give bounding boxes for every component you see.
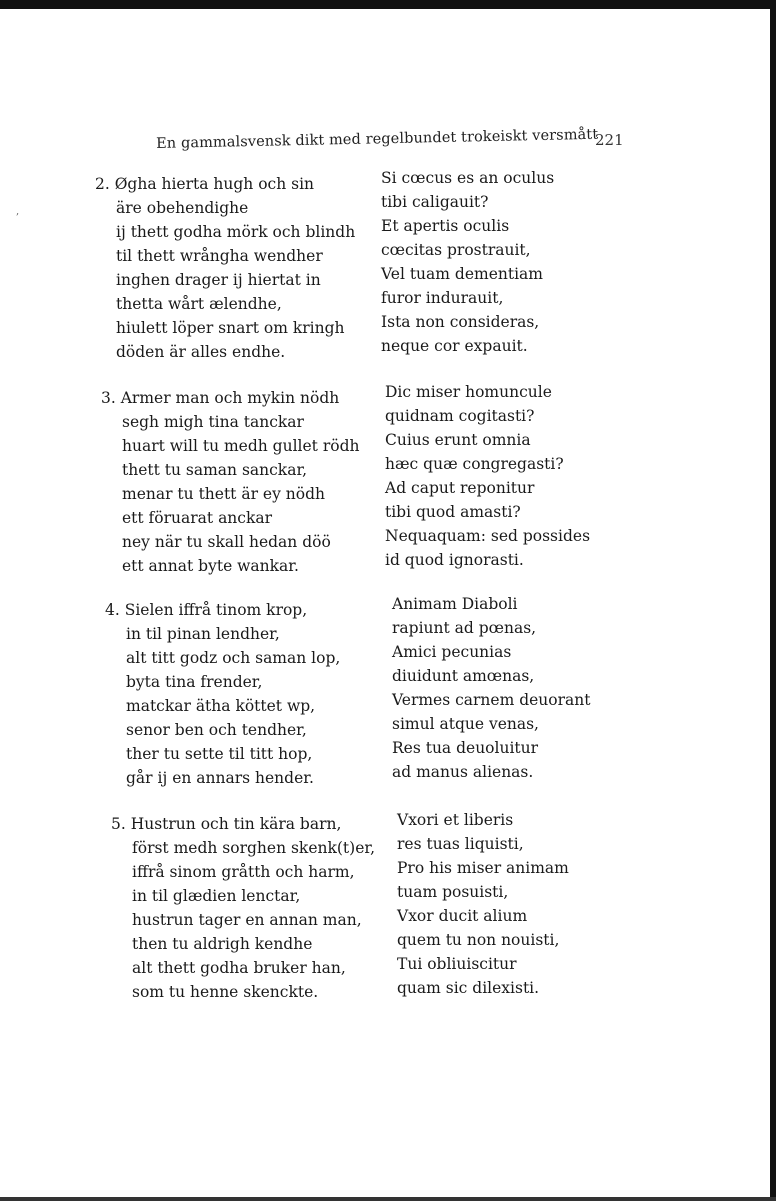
verse-line: döden är alles endhe. xyxy=(116,343,286,361)
verse-line: hustrun tager en annan man, xyxy=(132,911,362,929)
page-number: 221 xyxy=(595,131,624,149)
verse-line: ther tu sette til titt hop, xyxy=(126,745,313,763)
scan-edge-top xyxy=(0,0,776,9)
verse-line: ney när tu skall hedan döö xyxy=(122,533,331,551)
verse-line: Cuius erunt omnia xyxy=(385,431,531,449)
latin-column xyxy=(397,808,569,1000)
verse-line: 5. Hustrun och tin kära barn, xyxy=(111,815,342,833)
verse-line: in til glædien lenctar, xyxy=(132,887,301,905)
latin-column xyxy=(392,592,591,784)
verse-line: segh migh tina tanckar xyxy=(122,413,304,431)
verse-line: Vel tuam dementiam xyxy=(381,265,543,283)
verse-line: 4. Sielen iffrå tinom krop, xyxy=(105,601,308,619)
verse-line: Dic miser homuncule xyxy=(385,383,552,401)
verse-line: Tui obliuiscitur xyxy=(397,955,517,973)
verse-line: 2. Øgha hierta hugh och sin xyxy=(95,175,315,193)
verse-line: går ij en annars hender. xyxy=(126,769,314,787)
scan-edge-bottom xyxy=(0,1197,776,1201)
verse-line: menar tu thett är ey nödh xyxy=(122,485,325,503)
verse-line: res tuas liquisti, xyxy=(397,835,524,853)
verse-line: Pro his miser animam xyxy=(397,859,569,877)
verse-line: id quod ignorasti. xyxy=(385,551,524,569)
verse-line: först medh sorghen skenk(t)er, xyxy=(132,839,375,857)
verse-line: matckar ätha köttet wp, xyxy=(126,697,316,715)
swedish-column xyxy=(95,172,355,364)
margin-mark: , xyxy=(16,206,20,217)
verse-line: thetta wårt ælendhe, xyxy=(116,295,282,313)
verse-line: senor ben och tendher, xyxy=(126,721,307,739)
verse-line: tibi quod amasti? xyxy=(385,503,521,521)
verse-line: Ista non consideras, xyxy=(381,313,540,331)
verse-line: neque cor expauit. xyxy=(381,337,528,355)
verse-line: Nequaquam: sed possides xyxy=(385,527,591,545)
verse-line: cœcitas prostrauit, xyxy=(381,241,531,259)
verse-line: quam sic dilexisti. xyxy=(397,979,540,997)
verse-line: alt titt godz och saman lop, xyxy=(126,649,341,667)
verse-line: tuam posuisti, xyxy=(397,883,509,901)
verse-line: äre obehendighe xyxy=(116,199,249,217)
verse-line: 3. Armer man och mykin nödh xyxy=(101,389,340,407)
swedish-column xyxy=(101,386,359,578)
verse-line: ad manus alienas. xyxy=(392,763,534,781)
verse-line: rapiunt ad pœnas, xyxy=(392,619,537,637)
verse-line: then tu aldrigh kendhe xyxy=(132,935,313,953)
verse-line: furor indurauit, xyxy=(381,289,504,307)
verse-line: diuidunt amœnas, xyxy=(392,667,535,685)
swedish-column xyxy=(111,812,375,1004)
swedish-column xyxy=(105,598,340,790)
verse-line: alt thett godha bruker han, xyxy=(132,959,346,977)
latin-column xyxy=(385,380,590,572)
verse-line: til thett wrångha wendher xyxy=(116,247,323,265)
verse-line: Si cœcus es an oculus xyxy=(381,169,555,187)
verse-line: ett föruarat anckar xyxy=(122,509,273,527)
verse-line: Vxori et liberis xyxy=(397,811,514,829)
verse-line: Amici pecunias xyxy=(392,643,512,661)
verse-line: byta tina frender, xyxy=(126,673,263,691)
running-head: En gammalsvensk dikt med regelbundet trokeiskt versmått xyxy=(156,126,599,152)
verse-line: Vermes carnem deuorant xyxy=(392,691,591,709)
verse-line: ett annat byte wankar. xyxy=(122,557,299,575)
verse-line: som tu henne skenckte. xyxy=(132,983,319,1001)
scan-edge-right xyxy=(770,0,776,1201)
verse-line: ij thett godha mörk och blindh xyxy=(116,223,356,241)
latin-column xyxy=(381,166,554,358)
verse-line: Et apertis oculis xyxy=(381,217,510,235)
verse-line: Animam Diaboli xyxy=(392,595,518,613)
verse-line: simul atque venas, xyxy=(392,715,539,733)
verse-line: tibi caligauit? xyxy=(381,193,489,211)
verse-line: in til pinan lendher, xyxy=(126,625,280,643)
verse-line: quem tu non nouisti, xyxy=(397,931,560,949)
verse-line: Ad caput reponitur xyxy=(385,479,535,497)
verse-line: inghen drager ij hiertat in xyxy=(116,271,321,289)
verse-line: Res tua deuoluitur xyxy=(392,739,539,757)
verse-line: quidnam cogitasti? xyxy=(385,407,535,425)
verse-line: hæc quæ congregasti? xyxy=(385,455,564,473)
verse-line: huart will tu medh gullet rödh xyxy=(122,437,360,455)
verse-line: thett tu saman sanckar, xyxy=(122,461,308,479)
verse-line: Vxor ducit alium xyxy=(397,907,528,925)
verse-line: iffrå sinom gråtth och harm, xyxy=(132,863,355,881)
verse-line: hiulett löper snart om kringh xyxy=(116,319,345,337)
